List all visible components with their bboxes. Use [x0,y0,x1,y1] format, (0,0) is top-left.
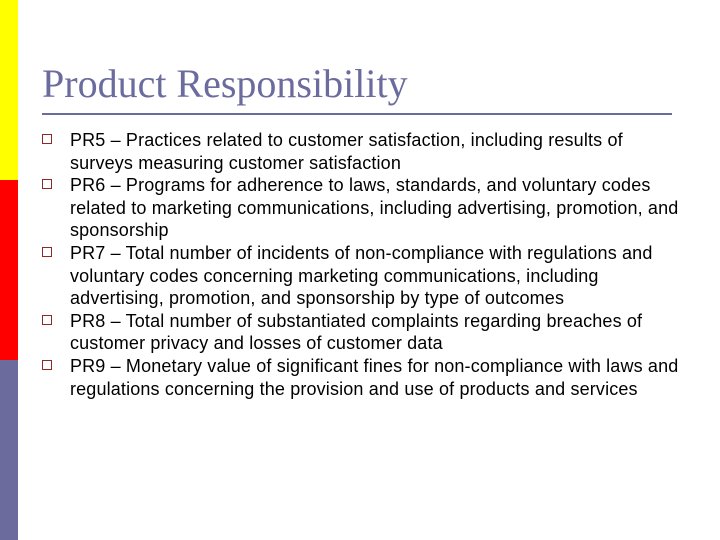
square-bullet-icon [42,134,52,144]
bullet-item-pr8 [42,310,682,355]
slide-title: Product Responsibility [42,61,408,106]
bullet-text: PR9 – Monetary value of significant fines for non-compliance with laws and regulations concerning the provision and use of products and services [70,355,679,399]
bullet-list [42,129,682,400]
side-stripe-yellow [0,0,18,180]
bullet-text: PR8 – Total number of substantiated complaints regarding breaches of customer privacy and losses of customer data [70,310,643,354]
square-bullet-icon [42,247,52,257]
bullet-item-pr5 [42,129,682,174]
square-bullet-icon [42,315,52,325]
bullet-item-pr7 [42,242,682,310]
title-underline [42,113,672,115]
bullet-text: PR7 – Total number of incidents of non-compliance with regulations and voluntary codes concerning marketing communications, including advertising, promotion, and sponsorship by type of outcomes [70,242,653,309]
bullet-item-pr9 [42,355,682,400]
side-stripe-purple [0,360,18,540]
bullet-text: PR6 – Programs for adherence to laws, standards, and voluntary codes related to marketing communications, including advertising, promotion, and sponsorship [70,175,679,241]
side-stripe-red [0,180,18,360]
bullet-text: PR5 – Practices related to customer satisfaction, including results of surveys measuring customer satisfaction [70,130,623,173]
square-bullet-icon [42,360,52,370]
bullet-item-pr6 [42,174,682,242]
square-bullet-icon [42,179,52,189]
